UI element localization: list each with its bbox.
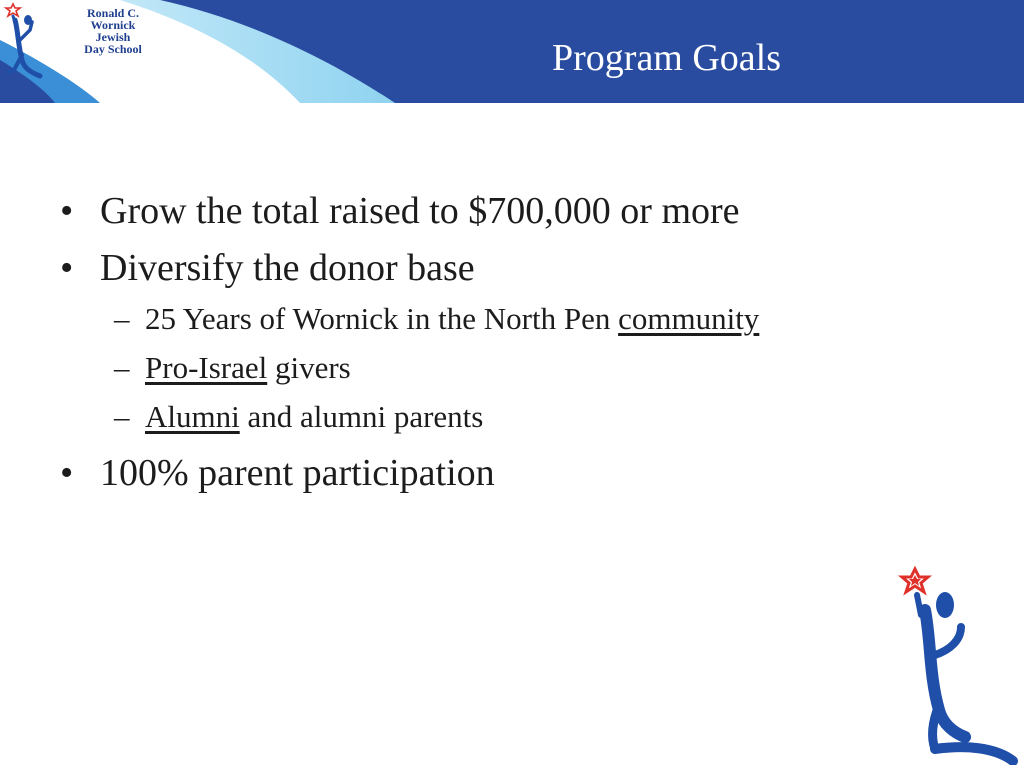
school-name-line: Day School: [84, 42, 142, 56]
sub-bullet-text-plain: 25 Years of Wornick in the North Pen: [145, 301, 619, 336]
reaching-figure-icon: [895, 565, 1020, 765]
school-name-line: Wornick: [90, 18, 136, 32]
bullet-marker: •: [60, 190, 74, 232]
sub-bullet-text: [145, 350, 351, 386]
community-link[interactable]: community: [618, 301, 760, 336]
sub-bullet-marker: –: [114, 301, 130, 336]
bullet-text: 100% parent participation: [100, 452, 495, 494]
bullet-text: Diversify the donor base: [100, 247, 475, 289]
bullet-marker: •: [60, 247, 74, 289]
slide-title: Program Goals: [552, 37, 782, 79]
alumni-link[interactable]: Alumni: [145, 399, 240, 434]
sub-bullet-marker: –: [114, 399, 130, 434]
pro-israel-link[interactable]: Pro-Israel: [145, 350, 268, 385]
sub-bullet-marker: –: [114, 350, 130, 385]
bullet-text: Grow the total raised to $700,000 or more: [100, 190, 740, 232]
school-name-line: Jewish: [95, 30, 131, 44]
sub-bullet-text-plain: and alumni parents: [239, 399, 484, 434]
bullet-marker: •: [60, 452, 74, 494]
sub-bullet-text: [145, 399, 483, 435]
school-name-line: Ronald C.: [86, 6, 139, 20]
sub-bullet-text: [145, 301, 759, 337]
sub-bullet-text-plain: givers: [267, 350, 351, 385]
